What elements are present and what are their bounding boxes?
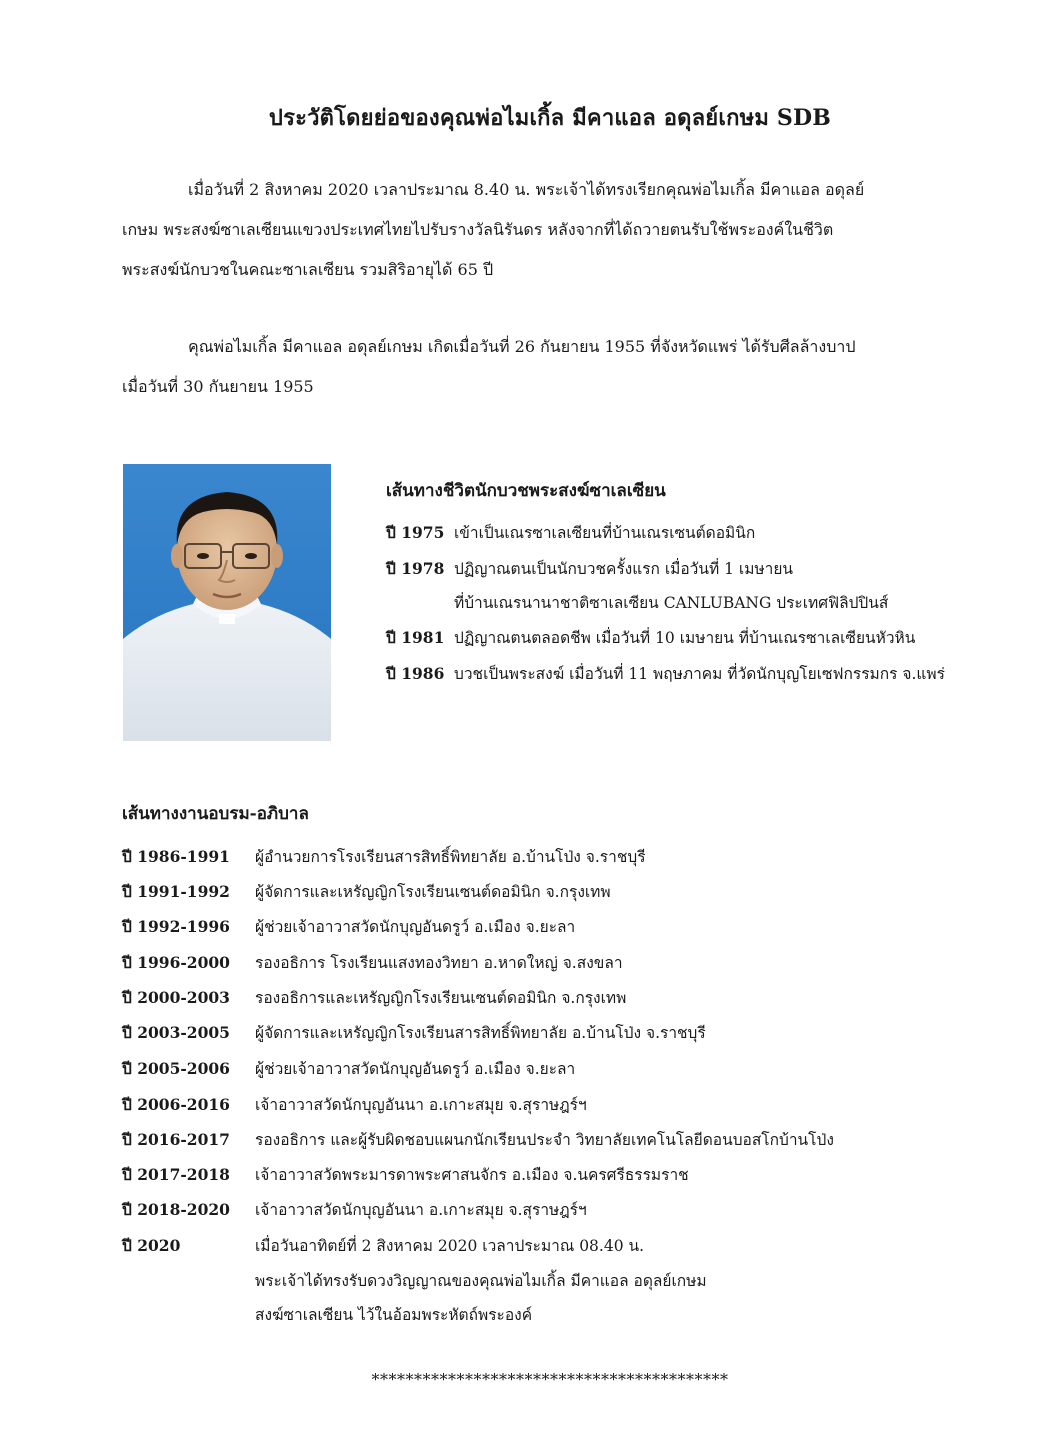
life-year: ปี 1978 (386, 559, 445, 578)
work-text: รองอธิการและเหรัญญิกโรงเรียนเซนต์ดอมินิก จ.กรุงเทพ (255, 989, 627, 1007)
work-text: เมื่อวันอาทิตย์ที่ 2 สิงหาคม 2020 เวลาประมาณ 08.40 น. (255, 1237, 645, 1255)
life-text-continued: ที่บ้านเณรนานาชาติซาเลเซียน CANLUBANG ประเทศฟิลิปปินส์ (454, 594, 889, 612)
work-text-continued: พระเจ้าได้ทรงรับดวงวิญญาณของคุณพ่อไมเกิ้ล มีคาแอล อดุลย์เกษม (255, 1272, 707, 1290)
work-year: ปี 1996-2000 (122, 953, 230, 972)
intro-line: เกษม พระสงฆ์ซาเลเซียนแขวงประเทศไทยไปรับรางวัลนิรันดร หลังจากที่ได้ถวายตนรับใช้พระองค์ในชีวิต (122, 220, 834, 239)
intro-line: พระสงฆ์นักบวชในคณะซาเลเซียน รวมสิริอายุได้ 65 ปี (122, 260, 494, 279)
work-year: ปี 1991-1992 (122, 882, 230, 901)
life-year: ปี 1975 (386, 523, 445, 542)
work-year: ปี 2006-2016 (122, 1095, 230, 1114)
life-year: ปี 1986 (386, 664, 445, 683)
work-text: ผู้จัดการและเหรัญญิกโรงเรียนสารสิทธิ์พิทยาลัย อ.บ้านโป่ง จ.ราชบุรี (255, 1024, 706, 1042)
life-text: บวชเป็นพระสงฆ์ เมื่อวันที่ 11 พฤษภาคม ที่วัดนักบุญโยเซฟกรรมกร จ.แพร่ (454, 665, 945, 683)
work-text: เจ้าอาวาสวัดนักบุญอันนา อ.เกาะสมุย จ.สุราษฎร์ฯ (255, 1201, 587, 1219)
work-year: ปี 2017-2018 (122, 1165, 230, 1184)
work-text: รองอธิการ และผู้รับผิดชอบแผนกนักเรียนประจำ วิทยาลัยเทคโนโลยีดอนบอสโกบ้านโป่ง (255, 1131, 834, 1149)
intro-line: เมื่อวันที่ 30 กันยายน 1955 (122, 377, 314, 396)
portrait-photo (123, 464, 331, 741)
life-path-title: เส้นทางชีวิตนักบวชพระสงฆ์ซาเลเซียน (386, 481, 666, 501)
intro-paragraph-birth (122, 327, 962, 407)
work-year: ปี 2020 (122, 1236, 181, 1255)
work-year: ปี 2003-2005 (122, 1023, 230, 1042)
life-text: เข้าเป็นเณรซาเลเซียนที่บ้านเณรเซนต์ดอมินิก (454, 524, 756, 542)
work-text: ผู้ช่วยเจ้าอาวาสวัดนักบุญอันดรูว์ อ.เมือง จ.ยะลา (255, 1060, 576, 1078)
intro-paragraph-death (122, 170, 962, 290)
footer-divider: ****************************************** (371, 1370, 729, 1389)
work-text: ผู้ช่วยเจ้าอาวาสวัดนักบุญอันดรูว์ อ.เมือง จ.ยะลา (255, 918, 576, 936)
work-text: ผู้จัดการและเหรัญญิกโรงเรียนเซนต์ดอมินิก จ.กรุงเทพ (255, 883, 611, 901)
work-text: เจ้าอาวาสวัดนักบุญอันนา อ.เกาะสมุย จ.สุราษฎร์ฯ (255, 1096, 587, 1114)
page-title: ประวัติโดยย่อของคุณพ่อไมเกิ้ล มีคาแอล อดุลย์เกษม SDB (268, 105, 832, 131)
intro-line: เมื่อวันที่ 2 สิงหาคม 2020 เวลาประมาณ 8.40 น. พระเจ้าได้ทรงเรียกคุณพ่อไมเกิ้ล มีคาแอล อดุลย์ (188, 180, 865, 199)
life-text: ปฏิญาณตนเป็นนักบวชครั้งแรก เมื่อวันที่ 1 เมษายน (454, 560, 794, 578)
work-year: ปี 1992-1996 (122, 917, 230, 936)
work-year: ปี 2016-2017 (122, 1130, 230, 1149)
life-year: ปี 1981 (386, 628, 445, 647)
work-year: ปี 2000-2003 (122, 988, 230, 1007)
work-text: รองอธิการ โรงเรียนแสงทองวิทยา อ.หาดใหญ่ จ.สงขลา (255, 954, 623, 972)
work-year: ปี 1986-1991 (122, 847, 230, 866)
work-year: ปี 2018-2020 (122, 1200, 230, 1219)
work-path-title: เส้นทางงานอบรม-อภิบาล (122, 804, 309, 824)
work-text: เจ้าอาวาสวัดพระมารดาพระศาสนจักร อ.เมือง จ.นครศรีธรรมราช (255, 1166, 689, 1184)
work-text-continued: สงฆ์ซาเลเซียน ไว้ในอ้อมพระหัตถ์พระองค์ (255, 1306, 533, 1324)
work-year: ปี 2005-2006 (122, 1059, 230, 1078)
work-text: ผู้อำนวยการโรงเรียนสารสิทธิ์พิทยาลัย อ.บ้านโป่ง จ.ราชบุรี (255, 848, 646, 866)
intro-line: คุณพ่อไมเกิ้ล มีคาแอล อดุลย์เกษม เกิดเมื่อวันที่ 26 กันยายน 1955 ที่จังหวัดแพร่ ได้รับศีลล้างบาป (188, 337, 856, 356)
life-text: ปฏิญาณตนตลอดชีพ เมื่อวันที่ 10 เมษายน ที่บ้านเณรซาเลเซียนหัวหิน (454, 629, 916, 647)
